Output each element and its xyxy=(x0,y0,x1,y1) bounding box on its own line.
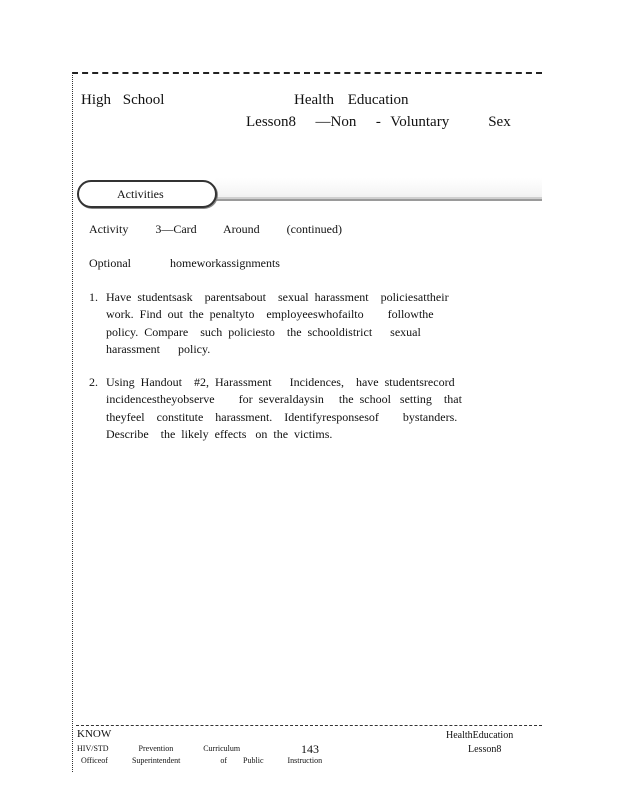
footer-office: Officeof Superintendent of Public Instruction xyxy=(81,756,323,765)
list-item-line: harassment policy. xyxy=(106,341,211,356)
section-band-rule xyxy=(215,195,542,201)
page-number: 143 xyxy=(301,742,319,756)
footer-lesson: Lesson8 xyxy=(468,744,502,755)
list-item-number: 2. xyxy=(89,375,98,389)
list-item-line: Describe the likely effects on the victims. xyxy=(106,426,333,441)
footer-know: KNOW xyxy=(77,728,112,740)
list-item-line: incidencestheyobserve for severaldaysin the school setting that xyxy=(106,392,462,407)
list-item-number: 1. xyxy=(89,290,98,304)
section-band-fill xyxy=(215,178,542,195)
list-item-line: policy. Compare such policiesto the schooldistrict sexual xyxy=(106,324,421,339)
page-border-left xyxy=(72,72,73,772)
list-item-line: Have studentsask parentsabout sexual harassment policiesattheir xyxy=(106,290,449,304)
optional-heading: Optional homeworkassignments xyxy=(89,256,280,270)
list-item-line: Using Handout #2, Harassment Incidences, have studentsrecord xyxy=(106,375,455,389)
list-item-text xyxy=(106,374,479,443)
list-item-line: work. Find out the penaltyto employeeswhofailto followthe xyxy=(106,307,434,322)
header-subject: Health Education xyxy=(294,92,409,108)
activity-title: Activity 3—Card Around (continued) xyxy=(89,222,342,236)
list-item-text xyxy=(106,289,479,358)
page-border-top xyxy=(72,72,542,74)
section-label: Activities xyxy=(117,187,164,201)
footer-curriculum: HIV/STD Prevention Curriculum xyxy=(77,744,241,753)
header-school-level: High School xyxy=(81,92,165,108)
footer-subject: HealthEducation xyxy=(446,730,514,741)
footer-divider xyxy=(76,725,542,726)
header-lesson-title: Lesson8 —Non - Voluntary Sex xyxy=(246,114,511,130)
list-item-line: theyfeel constitute harassment. Identifyresponsesof bystanders. xyxy=(106,409,458,424)
